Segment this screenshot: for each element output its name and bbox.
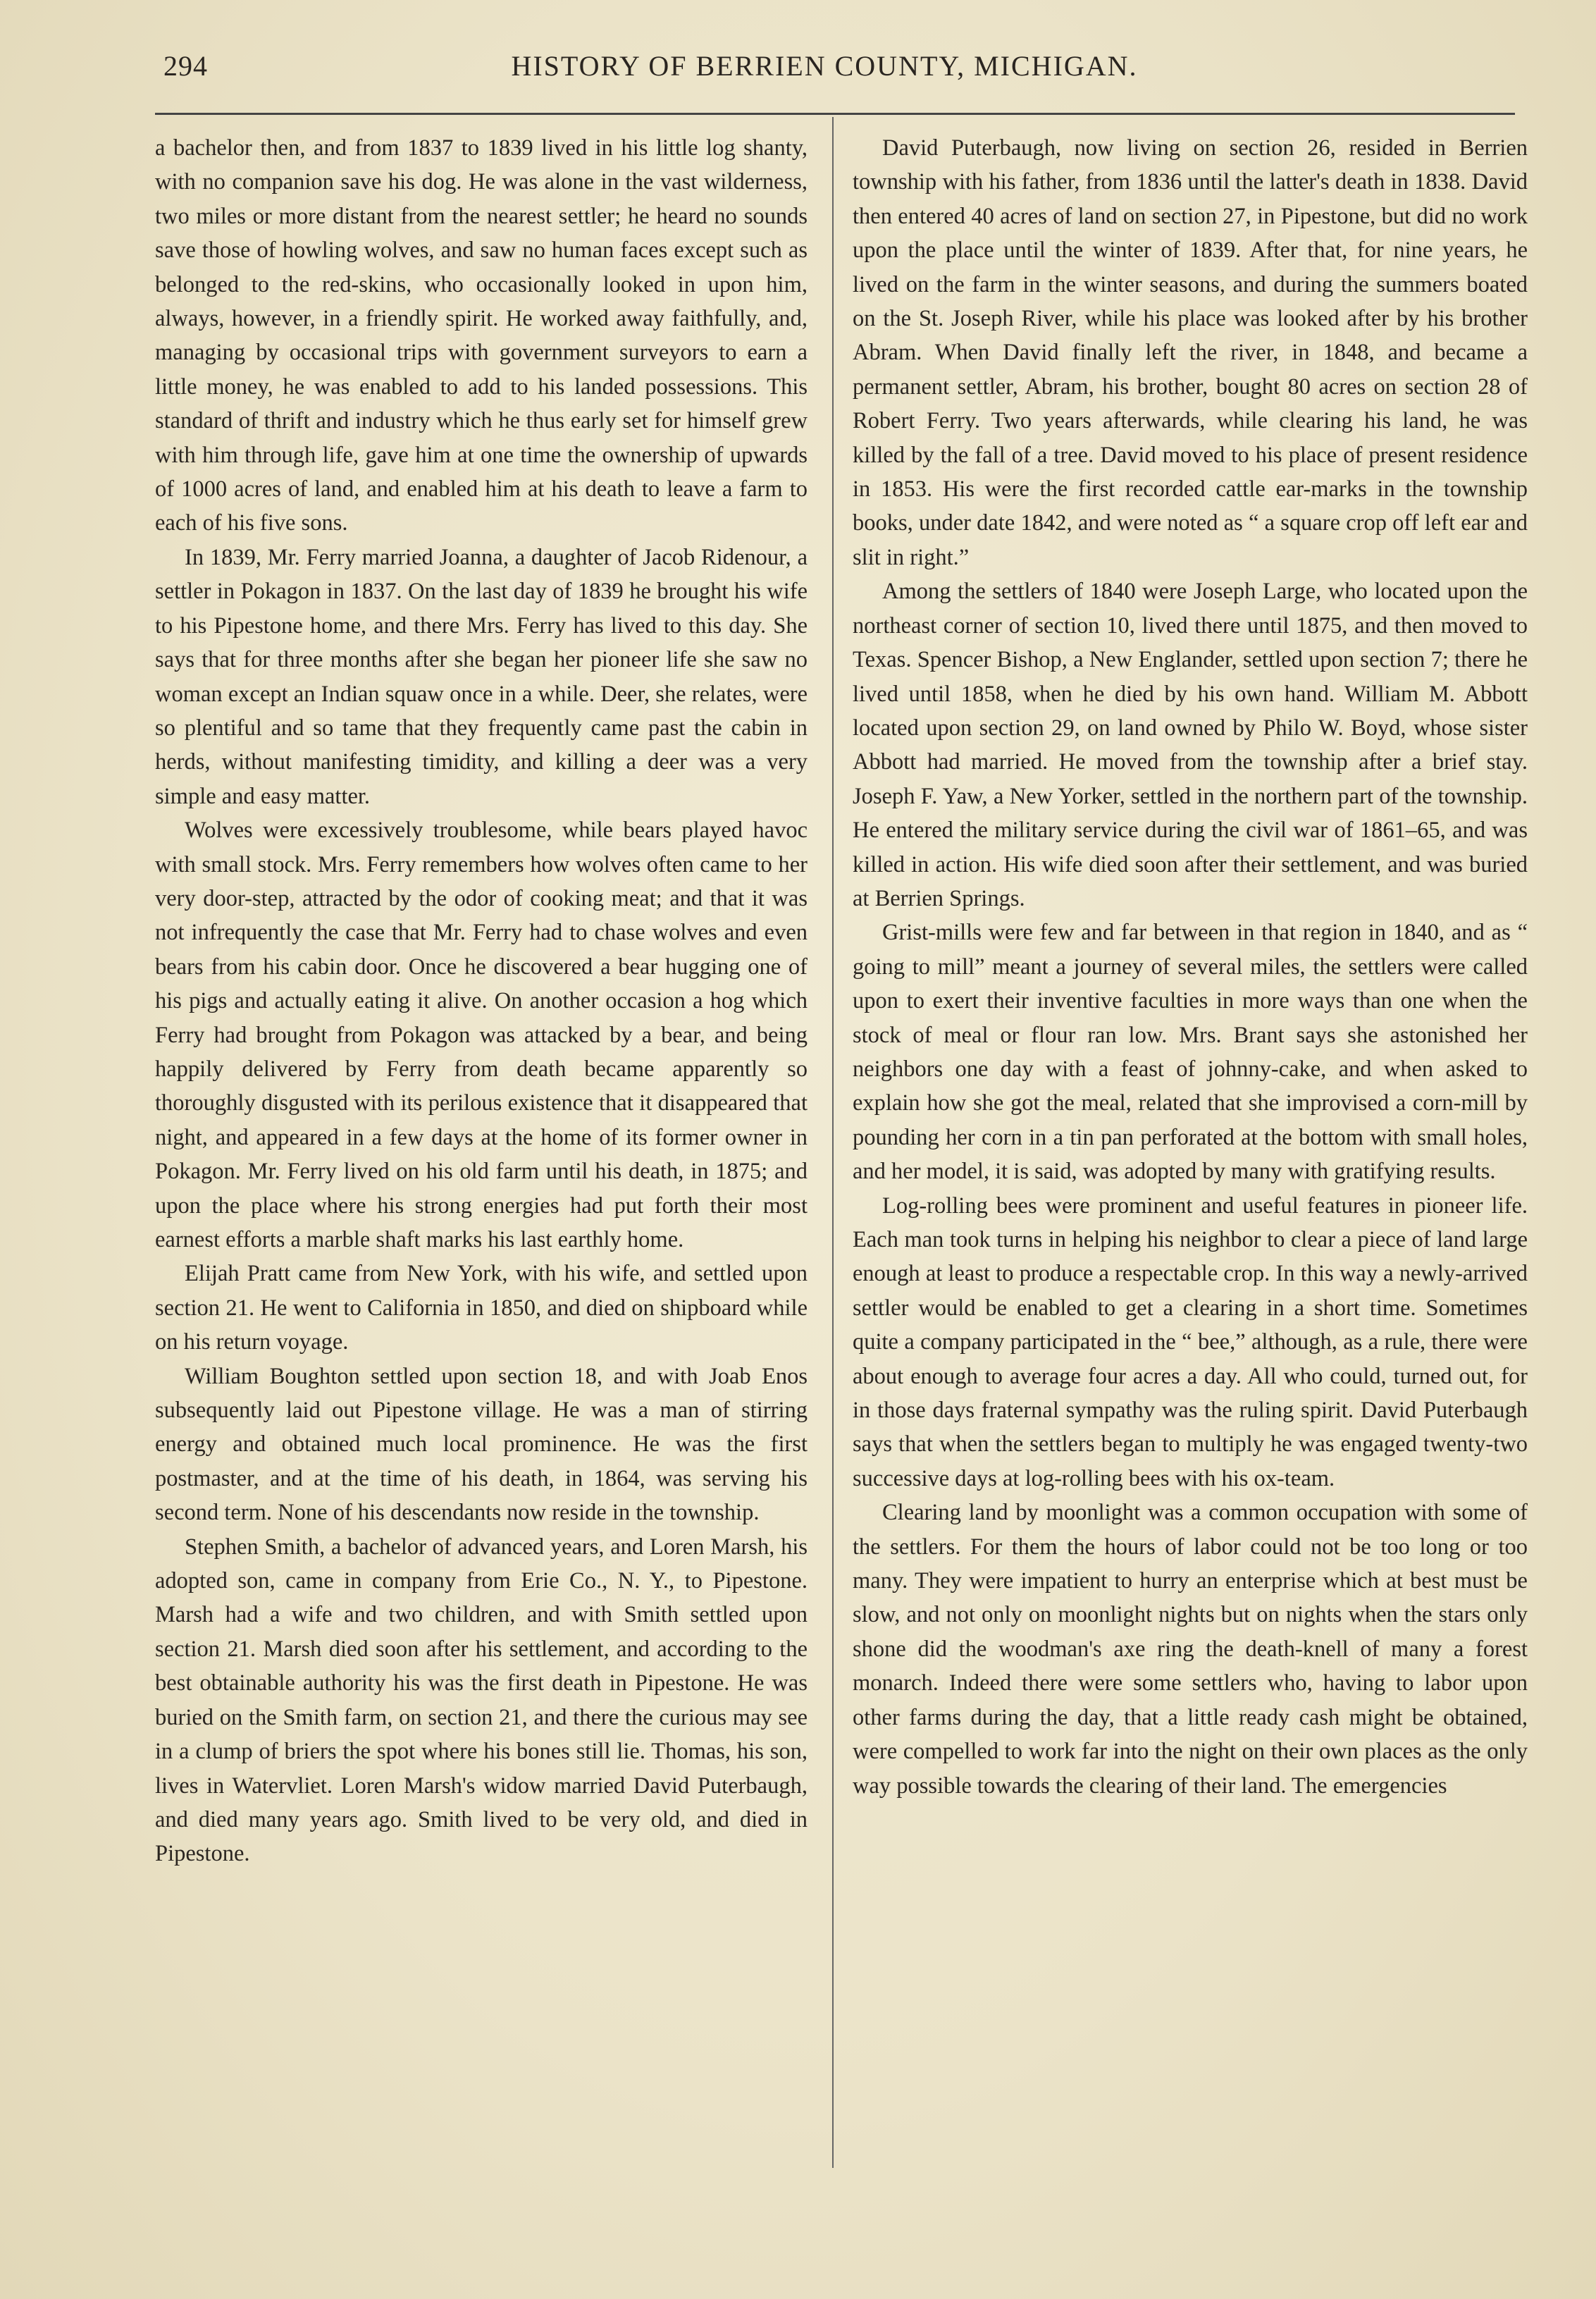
page-header bbox=[155, 49, 1494, 92]
running-title: HISTORY OF BERRIEN COUNTY, MICHIGAN. bbox=[511, 50, 1138, 82]
paragraph: Log-rolling bees were prominent and useful features in pioneer life. Each man took turns in helping his neighbor to clear a piece of land large enough at least to produce a respectable crop. In this way a newly-arrived settler would be enabled to get a clearing in a short time. Sometimes quite a company participated in the “ bee,” although, as a rule, there were about enough to average four acres a day. All who could, turned out, for in those days fraternal sympathy was the ruling spirit. David Puterbaugh says that when the settlers began to multiply he was engaged twenty-two successive days at log-rolling bees with his ox-team. bbox=[853, 1192, 1528, 1491]
paragraph: David Puterbaugh, now living on section 26, resided in Berrien township with his father, from 1836 until the latter's death in 1838. David then entered 40 acres of land on section 27, in Pipestone, but did no work upon the place until the winter of 1839. After that, for nine years, he lived on the farm in the winter seasons, and during the summers boated on the St. Joseph River, while his place was looked after by his brother Abram. When David finally left the river, in 1848, and became a permanent settler, Abram, his brother, bought 80 acres on section 28 of Robert Ferry. Two years afterwards, while clearing his land, he was killed by the fall of a tree. David moved to his place of present residence in 1853. His were the first recorded cattle ear-marks in the township books, under date 1842, and were noted as “ a square crop off left ear and slit in right.” bbox=[853, 135, 1528, 570]
page-number: 294 bbox=[163, 50, 208, 82]
column-divider bbox=[832, 117, 834, 2168]
paragraph: Stephen Smith, a bachelor of advanced years, and Loren Marsh, his adopted son, came in company from Erie Co., N. Y., to Pipestone. Marsh had a wife and two children, and with Smith settled upon section 21. Marsh died soon after his settlement, and according to the best obtainable authority his was the first death in Pipestone. He was buried on the Smith farm, on section 21, and there the curious may see in a clump of briers the spot where his bones still lie. Thomas, his son, lives in Watervliet. Loren Marsh's widow married David Puterbaugh, and died many years ago. Smith lived to be very old, and died in Pipestone. bbox=[155, 1534, 808, 1867]
paragraph: In 1839, Mr. Ferry married Joanna, a daughter of Jacob Ridenour, a settler in Pokagon in 1837. On the last day of 1839 he brought his wife to his Pipestone home, and there Mrs. Ferry has lived to this day. She says that for three months after she began her pioneer life she saw no woman except an Indian squaw once in a while. Deer, she relates, were so plentiful and so tame that they frequently came past the cabin in herds, without manifesting timidity, and killing a deer was a very simple and easy matter. bbox=[155, 544, 808, 809]
paragraph: Clearing land by moonlight was a common occupation with some of the settlers. For them the hours of labor could not be too long or too many. They were impatient to hurry an enterprise which at best must be slow, and not only on moonlight nights but on nights when the stars only shone did the woodman's axe ring the death-knell of many a forest monarch. Indeed there were some settlers who, having to labor upon other farms during the day, that a little ready cash might be obtained, were compelled to work far into the night on their own places as the only way possible towards the clearing of their land. The emergencies bbox=[853, 1500, 1528, 1799]
paragraph: Elijah Pratt came from New York, with his wife, and settled upon section 21. He went to California in 1850, and died on shipboard while on his return voyage. bbox=[155, 1261, 808, 1355]
paragraph: Among the settlers of 1840 were Joseph Large, who located upon the northeast corner of section 10, lived there until 1875, and then moved to Texas. Spencer Bishop, a New Englander, settled upon section 7; there he lived until 1858, when he died by his own hand. William M. Abbott located upon section 29, on land owned by Philo W. Boyd, whose sister Abbott had married. He moved from the township after a brief stay. Joseph F. Yaw, a New Yorker, settled in the northern part of the township. He entered the military service during the civil war of 1861–65, and was killed in action. His wife died soon after their settlement, and was buried at Berrien Springs. bbox=[853, 579, 1528, 911]
right-column bbox=[853, 131, 1528, 1803]
paragraph: Grist-mills were few and far between in that region in 1840, and as “ going to mill” meant a journey of several miles, the settlers were called upon to exert their inventive faculties in more ways than one when the stock of meal or flour ran low. Mrs. Brant says she astonished her neighbors one day with a feast of johnny-cake, and when asked to explain how she got the meal, related that she improvised a corn-mill by pounding her corn in a tin pan perforated at the bottom with small holes, and her model, it is said, was adopted by many with gratifying results. bbox=[853, 920, 1528, 1185]
paragraph: Wolves were excessively troublesome, while bears played havoc with small stock. Mrs. Ferry remembers how wolves often came to her very door-step, attracted by the odor of cooking meat; and that it was not infrequently the case that Mr. Ferry had to chase wolves and even bears from his cabin door. Once he discovered a bear hugging one of his pigs and actually eating it alive. On another occasion a hog which Ferry had brought from Pokagon was attacked by a bear, and being happily delivered by Ferry from death became apparently so thoroughly disgusted with its perilous existence that it disappeared that night, and appeared in a few days at the home of its former owner in Pokagon. Mr. Ferry lived on his old farm until his death, in 1875; and upon the place where his strong energies had put forth their most earnest efforts a marble shaft marks his last earthly home. bbox=[155, 818, 808, 1252]
paragraph: William Boughton settled upon section 18, and with Joab Enos subsequently laid out Pipestone village. He was a man of stirring energy and obtained much local prominence. He was the first postmaster, and at the time of his death, in 1864, was serving his second term. None of his descendants now reside in the township. bbox=[155, 1363, 808, 1526]
left-column bbox=[155, 131, 808, 1871]
header-rule bbox=[155, 113, 1515, 115]
paragraph: a bachelor then, and from 1837 to 1839 lived in his little log shanty, with no companion save his dog. He was alone in the vast wilderness, two miles or more distant from the nearest settler; he heard no sounds save those of howling wolves, and saw no human faces except such as belonged to the red-skins, who occasionally looked in upon him, always, however, in a friendly spirit. He worked away faithfully, and, managing by occasional trips with government surveyors to earn a little money, he was enabled to add to his landed possessions. This standard of thrift and industry which he thus early set for himself grew with him through life, gave him at one time the ownership of upwards of 1000 acres of land, and enabled him at his death to leave a farm to each of his five sons. bbox=[155, 135, 808, 536]
